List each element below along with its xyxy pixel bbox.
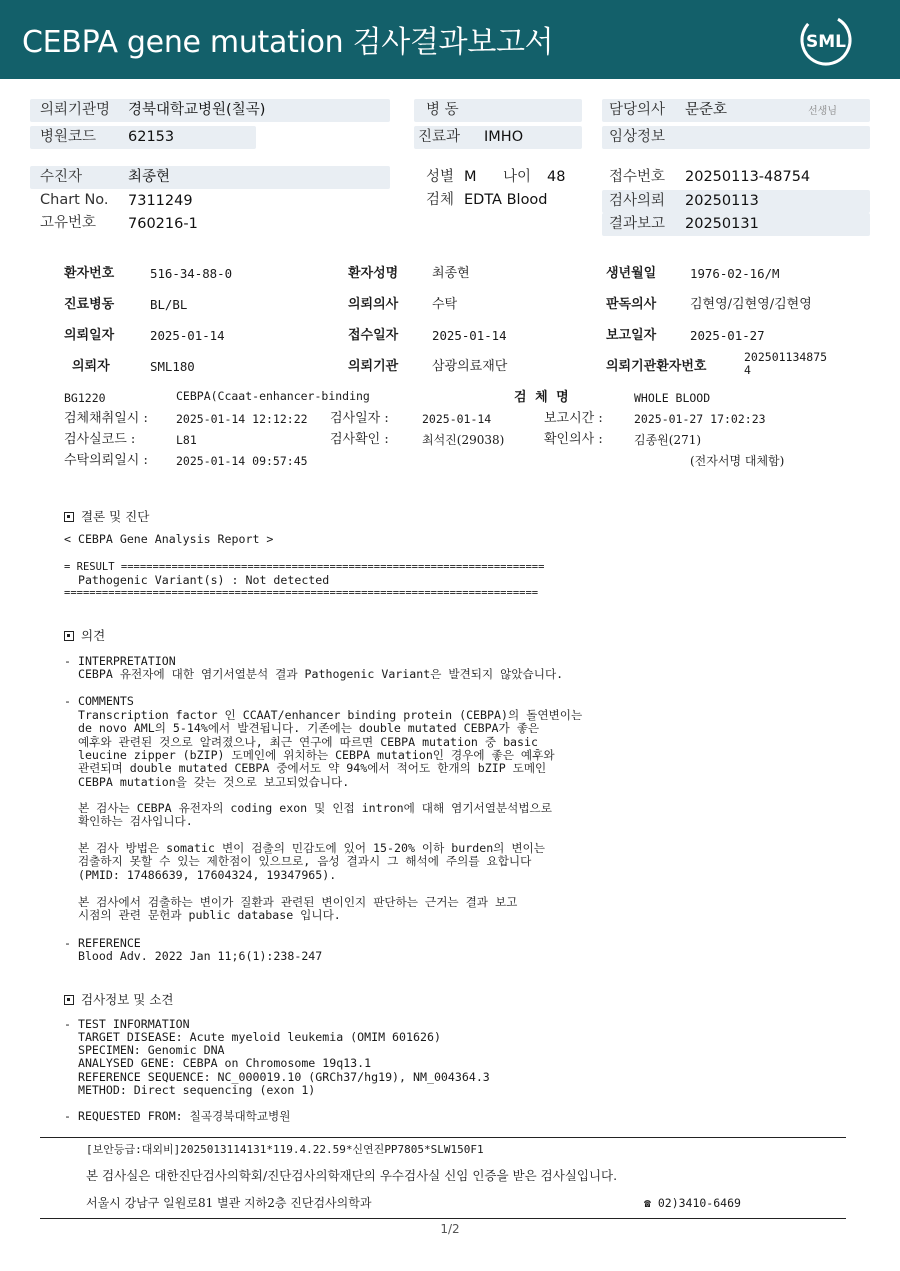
- comment-line-1: Transcription factor 인 CCAAT/enhancer binding protein (CEBPA)의 돌연변이는: [64, 708, 583, 722]
- pb-r2-l2: 의뢰의사: [348, 297, 399, 312]
- comment-line-7: 본 검사는 CEBPA 유전자의 coding exon 및 인접 intron에 대해 염기서열분석법으로: [64, 801, 552, 815]
- comment-line-9: 본 검사 방법은 somatic 변이 검출의 민감도에 있어 15-20% 이하 burden의 변이는: [64, 841, 545, 855]
- logo-text: SML: [806, 32, 846, 52]
- hosp-code-label: 병원코드: [40, 129, 97, 145]
- section-opinion-title: 의견: [81, 628, 106, 643]
- report-header: [0, 0, 900, 79]
- sex-value: M: [464, 169, 477, 185]
- patient-label: 수진자: [40, 169, 83, 185]
- section-opinion: [64, 626, 105, 644]
- reference-head: - REFERENCE: [64, 936, 141, 950]
- comment-line-13: 시점의 관련 문헌과 public database 입니다.: [64, 908, 341, 922]
- pb-r3-v1: 2025-01-14: [150, 328, 225, 343]
- reference-body: Blood Adv. 2022 Jan 11;6(1):238-247: [64, 949, 323, 963]
- interp-body: CEBPA 유전자에 대한 염기서열분석 결과 Pathogenic Variant은 발견되지 않았습니다.: [64, 667, 564, 681]
- patient-value: 최종현: [128, 169, 171, 185]
- comment-line-5: 관련되며 double mutated CEBPA 중에서도 약 94%에서 적어도 한개의 bZIP 도메인: [64, 761, 547, 775]
- tb-confirm-label: 검사확인 :: [330, 432, 389, 447]
- pb-r3-v3: 2025-01-27: [690, 328, 765, 343]
- tb-esign: (전자서명 대체함): [690, 454, 785, 468]
- age-value: 48: [547, 169, 566, 185]
- security-line: [보안등급:대외비]2025013114131*119.4.22.59*신연진PP7805*SLW150F1: [86, 1143, 484, 1156]
- pb-r3-l3: 보고일자: [606, 328, 657, 343]
- pb-r3-l1: 의뢰일자: [64, 328, 115, 343]
- section-testinfo-title: 검사정보 및 소견: [81, 992, 174, 1007]
- tb-confirm-value: 최석진(29038): [422, 433, 505, 447]
- result-separator: = RESULT ===================================================================: [64, 561, 545, 573]
- hosp-code-value: 62153: [128, 129, 175, 145]
- patient-pill: [30, 166, 390, 189]
- cert-line: 본 검사실은 대한진단검사의학회/진단검사의학재단의 우수검사실 신임 인증을 받은 검사실입니다.: [86, 1168, 618, 1183]
- tb-testdate-value: 2025-01-14: [422, 412, 492, 426]
- tb-collect-label: 검체채취일시 :: [64, 411, 148, 426]
- clinical-label: 임상정보: [609, 129, 666, 145]
- pb-r4-v3b: 4: [744, 363, 751, 377]
- tb-testdate-label: 검사일자 :: [330, 411, 389, 426]
- org-label: 의뢰기관명: [40, 102, 111, 118]
- comment-line-12: 본 검사에서 검출하는 변이가 질환과 관련된 변이인지 판단하는 근거는 결과 보고: [64, 895, 518, 909]
- test-info-line-5: METHOD: Direct sequencing (exon 1): [64, 1083, 316, 1097]
- comment-line-4: leucine zipper (bZIP) 도메인에 위치하는 CEBPA mutation인 경우에 좋은 예후와: [64, 748, 555, 762]
- comment-line-10: 검출하지 못할 수 있는 제한점이 있으므로, 음성 결과시 그 해석에 주의를 요합니다: [64, 854, 532, 868]
- square-bullet-icon: [64, 631, 74, 641]
- pb-r4-v3a: 202501134875: [744, 350, 828, 364]
- tb-code: BG1220: [64, 391, 106, 405]
- pb-r2-l1: 진료병동: [64, 297, 115, 312]
- pathogenic-result: Pathogenic Variant(s) : Not detected: [64, 573, 330, 587]
- test-info-head: - TEST INFORMATION: [64, 1017, 190, 1031]
- pb-r3-v2: 2025-01-14: [432, 328, 507, 343]
- tb-confirmer-value: 김종원(271): [634, 433, 702, 447]
- square-bullet-icon: [64, 512, 74, 522]
- pb-r2-v3: 김현영/김현영/김현영: [690, 297, 812, 312]
- interp-head: - INTERPRETATION: [64, 654, 176, 668]
- comment-line-11: (PMID: 17486639, 17604324, 19347965).: [64, 868, 337, 882]
- receipt-label: 접수번호: [609, 169, 666, 185]
- receipt-value: 20250113-48754: [685, 169, 811, 185]
- comment-line-6: CEBPA mutation을 갖는 것으로 보고되었습니다.: [64, 775, 350, 789]
- pb-r1-l2: 환자성명: [348, 266, 399, 281]
- pb-r4-l1: 의뢰자: [72, 359, 110, 374]
- specimen-label: 검체: [426, 192, 455, 208]
- comments-head: - COMMENTS: [64, 694, 134, 708]
- sml-logo-icon: [798, 12, 854, 68]
- unique-label: 고유번호: [40, 215, 97, 231]
- pb-r4-l2: 의뢰기관: [348, 359, 399, 374]
- square-bullet-icon: [64, 995, 74, 1005]
- phone-line: ☎ 02)3410-6469: [644, 1196, 741, 1210]
- request-value: 20250113: [685, 193, 759, 209]
- tb-reporttime-label: 보고시간 :: [544, 411, 603, 426]
- pb-r1-v3: 1976-02-16/M: [690, 266, 780, 281]
- pb-r1-v2: 최종현: [432, 266, 470, 281]
- comment-line-8: 확인하는 검사입니다.: [64, 814, 193, 828]
- doctor-value: 문준호: [685, 102, 728, 118]
- age-label: 나이: [503, 169, 532, 185]
- test-info-line-4: REFERENCE SEQUENCE: NC_000019.10 (GRCh37/hg19), NM_004364.3: [64, 1070, 490, 1084]
- comment-line-3: 예후와 관련된 것으로 알려졌으나, 최근 연구에 따르면 CEBPA mutation 중 basic: [64, 735, 538, 749]
- specimen-value: EDTA Blood: [464, 192, 548, 208]
- tb-name: CEBPA(Ccaat-enhancer-binding: [176, 389, 370, 403]
- test-info-line-1: TARGET DISEASE: Acute myeloid leukemia (OMIM 601626): [64, 1030, 441, 1044]
- page-number: 1/2: [440, 1222, 460, 1236]
- report-title: CEBPA gene mutation 검사결과보고서: [22, 25, 554, 60]
- unique-value: 760216-1: [128, 216, 198, 232]
- doctor-label: 담당의사: [609, 102, 666, 118]
- tb-confirmer-label: 확인의사 :: [544, 432, 603, 447]
- section-testinfo: [64, 990, 173, 1008]
- pb-r2-l3: 판독의사: [606, 297, 657, 312]
- sex-label: 성별: [426, 169, 455, 185]
- section-conclusion: [64, 507, 149, 525]
- tb-receive-value: 2025-01-14 09:57:45: [176, 454, 308, 468]
- comment-line-2: de novo AML의 5-14%에서 발견됩니다. 기존에는 double mutated CEBPA가 좋은: [64, 721, 540, 735]
- result-label: 결과보고: [609, 216, 666, 232]
- tb-collect-value: 2025-01-14 12:12:22: [176, 412, 308, 426]
- tb-specimen-label: 검 체 명: [514, 390, 571, 405]
- pb-r4-v2: 삼광의료재단: [432, 359, 508, 374]
- pb-r4-v1: SML180: [150, 359, 195, 374]
- footer-bottom-rule: [40, 1218, 846, 1219]
- dept-label: 진료과: [418, 129, 461, 145]
- pb-r4-l3: 의뢰기관환자번호: [606, 359, 707, 374]
- address-line: 서울시 강남구 일원로81 별관 지하2층 진단검사의학과: [86, 1196, 372, 1210]
- chart-label: Chart No.: [40, 192, 109, 208]
- pb-r2-v1: BL/BL: [150, 297, 188, 312]
- tb-reporttime-value: 2025-01-27 17:02:23: [634, 412, 766, 426]
- analysis-title: < CEBPA Gene Analysis Report >: [64, 532, 274, 546]
- test-info-line-2: SPECIMEN: Genomic DNA: [64, 1043, 225, 1057]
- requested-from: - REQUESTED FROM: 칠곡경북대학교병원: [64, 1109, 291, 1123]
- doctor-suffix: 선생님: [808, 106, 837, 117]
- test-info-line-3: ANALYSED GENE: CEBPA on Chromosome 19q13.1: [64, 1056, 372, 1070]
- pb-r3-l2: 접수일자: [348, 328, 399, 343]
- org-value: 경북대학교병원(칠곡): [128, 102, 266, 118]
- equals-separator: ===========================================================================: [64, 587, 539, 599]
- dept-value: IMHO: [484, 129, 524, 145]
- tb-receive-label: 수탁의뢰일시 :: [64, 453, 148, 468]
- pb-r1-l3: 생년월일: [606, 266, 657, 281]
- section-conclusion-title: 결론 및 진단: [81, 509, 150, 524]
- pb-r2-v2: 수탁: [432, 297, 458, 312]
- result-value: 20250131: [685, 216, 759, 232]
- pb-r1-l1: 환자번호: [64, 266, 115, 281]
- tb-specimen-value: WHOLE BLOOD: [634, 391, 711, 405]
- footer-top-rule: [40, 1137, 846, 1138]
- tb-room-value: L81: [176, 433, 197, 447]
- chart-value: 7311249: [128, 193, 193, 209]
- ward-label: 병 동: [426, 102, 459, 118]
- request-label: 검사의뢰: [609, 193, 666, 209]
- tb-room-label: 검사실코드 :: [64, 432, 136, 447]
- pb-r1-v1: 516-34-88-0: [150, 266, 233, 281]
